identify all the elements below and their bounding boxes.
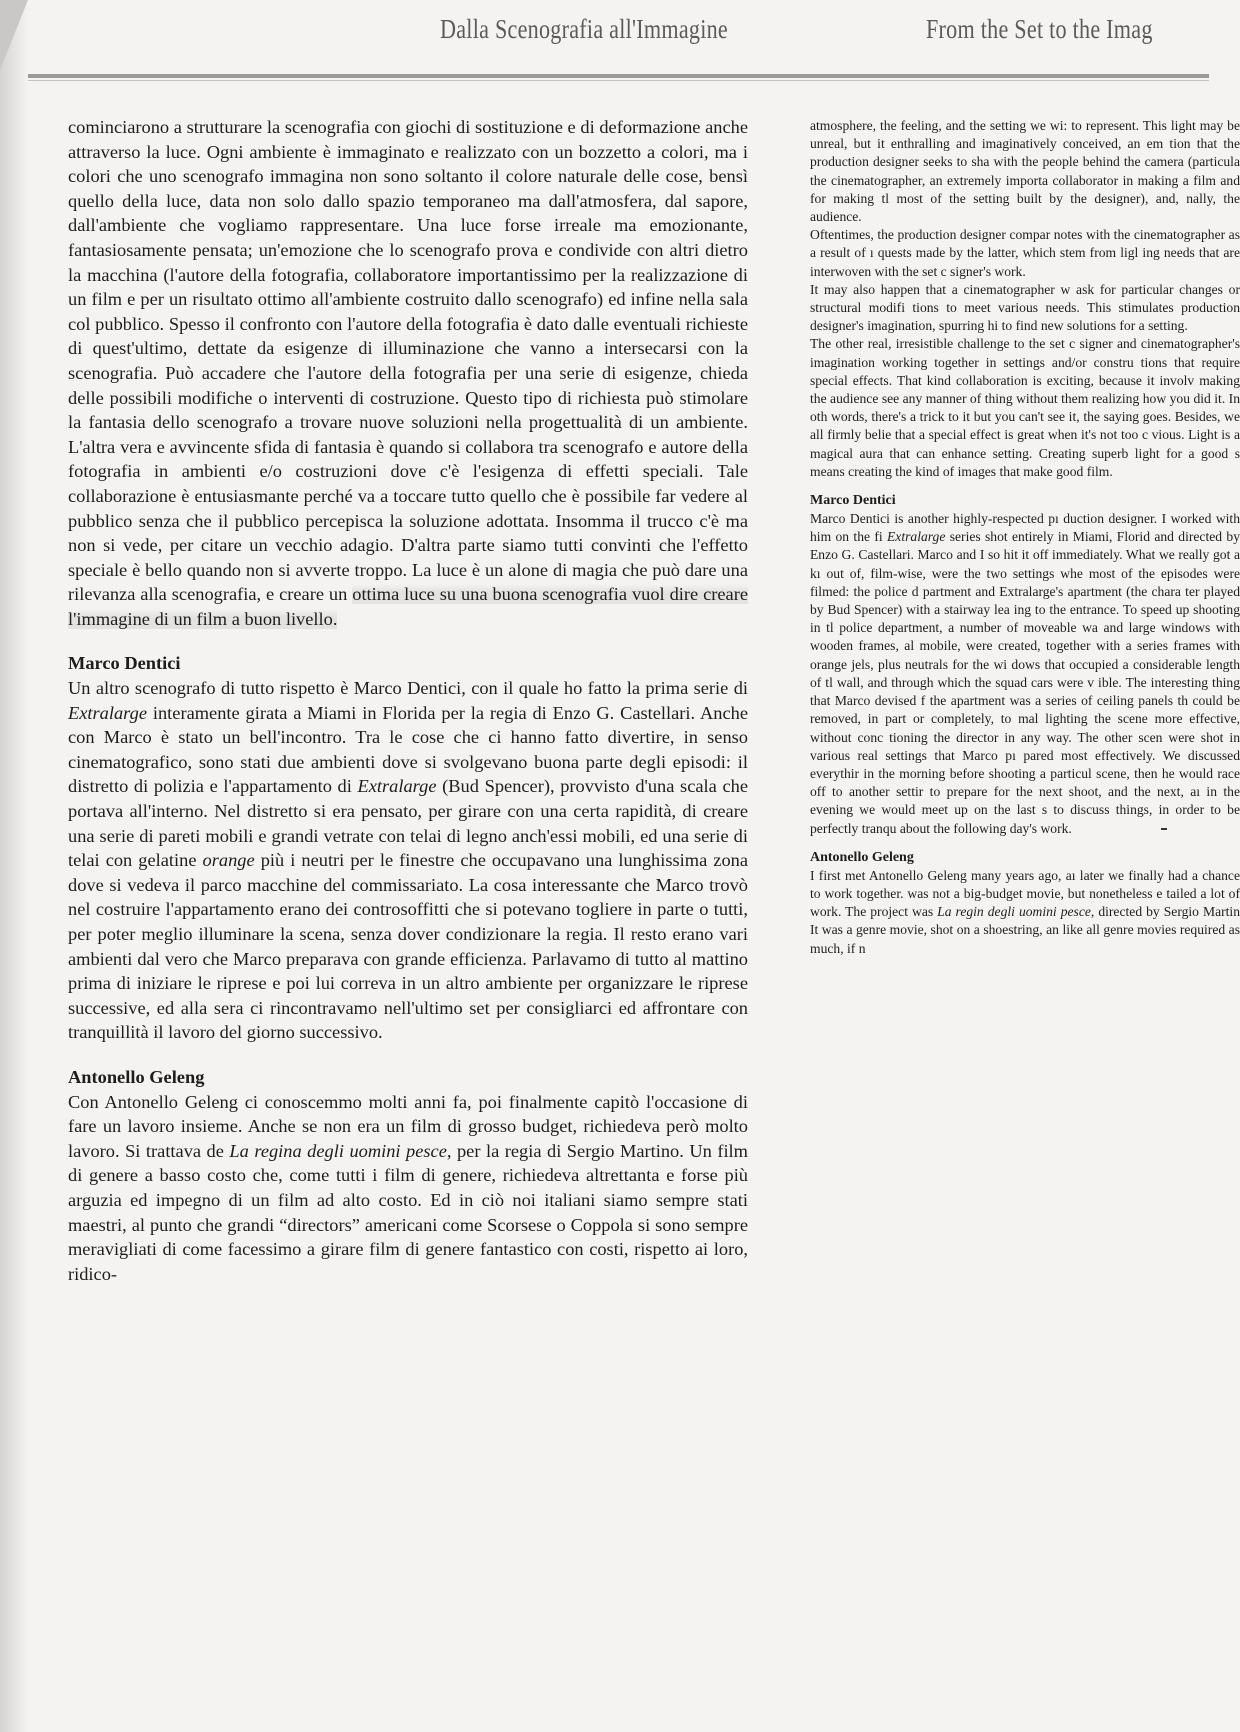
- english-paragraph-geleng: [810, 867, 1240, 958]
- english-heading-antonello-geleng: Antonello Geleng: [810, 849, 914, 865]
- header-title-italian: Dalla Scenografia all'Immagine: [440, 14, 729, 44]
- film-title: La regin degli uomini pesce: [937, 904, 1091, 920]
- text: Marco Dentici is another highly-respected pı duction designer. I worked with him on the fi: [810, 511, 1240, 545]
- english-paragraph-1: atmosphere, the feeling, and the setting we wi: to represent. This light may be unreal, but it enthralling and imaginatively conceived, an em tion that the production designer seeks to sha with the people behind the camera (particula the cinematographer, an extremely importa collaborator in making a film and for making tl most of the setting built by the designer), and, nally, the audience.: [810, 118, 1240, 225]
- film-title: Extralarge: [68, 702, 147, 723]
- english-paragraph-3: It may also happen that a cinematographer w ask for particular changes or structural modifi tions to meet various needs. This stimulates production designer's imagination, spurring hi to find new solutions for a setting.: [810, 281, 1240, 334]
- text: interamente girata a Miami in Florida per la regia di Enzo G. Castellari. Anche con Marco è stato un bell'incontro. Tra le cose che ci hanno fatto divertire, in senso cinematografico, sono stati due ambienti dove si svolgevano buona parte degli episodi: il distretto di polizia e l'appartamento di: [68, 702, 748, 797]
- english-paragraph-dentici: [810, 510, 1240, 838]
- english-column: [810, 117, 1240, 1677]
- english-paragraph-4: The other real, irresistible challenge to the set c signer and cinematographer's imagination working together in settings and/or constru tions that require special effects. That kind collaboration is exciting, because it involv making the audience see any manner of thing without them realizing how you did it. In oth words, there's a trick to it but you can't see it, the saying goes. Besides, we all firmly belie that a special effect is great when it's not too c vious. Light is a magical aura that can enhance setting. Creating superb light for a good s means creating the kind of images that make good film.: [810, 336, 1240, 479]
- italian-paragraph-geleng: [68, 1090, 748, 1287]
- text: Un altro scenografo di tutto rispetto è Marco Dentici, con il quale ho fatto la prima serie di: [68, 678, 748, 699]
- header-rule: [28, 74, 1209, 78]
- text: (Bud Spencer), provvisto d'una scala che portava all'interno. Nel distretto si era pensato, per girare con una certa rapidità, di creare una serie di pareti mobili e grandi vetrate con telai di legno anch'essi mobili, ed una serie di telai con gelatine: [68, 776, 748, 871]
- heading-marco-dentici: Marco Dentici: [68, 653, 181, 674]
- page-shadow: [0, 0, 28, 1732]
- text: , per la regia di Sergio Martino. Un film di genere a basso costo che, come tutti i film di genere, richiedeva altrettanta e forse più arguzia ed impegno di un film ad alto costo. Ed in ciò noi italiani siamo sempre stati maestri, al punto che grandi “directors” americani come Scorsese o Coppola si sono sempre meravigliati di come facessimo a girare film di genere fantastico con costi, rispetto ai loro, ridico-: [68, 1140, 748, 1284]
- italian-intro-text: cominciarono a strutturare la scenografia con giochi di sostituzione e di deformazione anche attraverso la luce. Ogni ambiente è immaginato e realizzato con un bozzetto a colori, ma i colori che uno scenografo immagina non sono soltanto il colore naturale delle cose, bensì quello della luce, data non solo dallo spazio temporaneo ma dall'atmosfera, dal sapore, dall'ambiente che vogliamo rappresentare. Una luce forse irreale ma emozionante, fantasiosamente pensata; un'emozione che lo scenografo prova e condivide con altri dietro la macchina (l'autore della fotografia, collaboratore importantissimo per la realizzazione di un film e per un risultato ottimo all'ambiente costruito dallo scenografo) ed infine nella sala col pubblico. Spesso il confronto con l'autore della fotografia è dato dalle eventuali richieste di quest'ultimo, dettate da esigenze di illuminazione che vanno a intersecarsi con la scenografia. Può accadere che l'autore della fotografia per una serie di esigenze, chieda delle possibili modifiche o interventi di costruzione. Questo tipo di richiesta può stimolare la fantasia dello scenografo a trovare nuove soluzioni nella progettualità di un ambiente. L'altra vera e avvincente sfida di fantasia è quando si collabora tra scenografo e autore della fotografia in ambienti e/o costruzioni dove c'è l'esigenza di effetti speciali. Tale collaborazione è entusiasmante perché va a toccare tutto quello che è possibile far vedere al pubblico senza che il pubblico percepisca la soluzione adottata. Insomma il trucco c'è ma non si vede, per citare un vecchio adagio. D'altra parte siamo tutti convinti che l'effetto speciale è bello quando non si avverte troppo. La luce è un alone di magia che può dare una rilevanza alla scenografia, e creare un: [68, 117, 748, 605]
- text: series shot entirely in Miami, Florid and directed by Enzo G. Castellari. Marco and I so hit it off immediately. What we really got a kı out of, film-wise, were the two settings whe most of the episodes were filmed: the police d partment and Extralarge's apartment (the chara ter played by Bud Spencer) with a stairway lea ing to the entrance. To speed up shooting in tl police department, a number of moveable wa and large windows with wooden frames, al mobile, were created, together with a series frames with orange jels, plus neutrals for the wi dows that occupied a considerable length of tl wall, and through which the squad cars were v ible. The interesting thing that Marco devised f the apartment was a series of ceiling panels th could be removed, in part or completely, to mal lighting the scene more effective, without conc tioning the director in any way. The other scen were shot in various real settings that Marco pı pared most effectively. We discussed everythir in the morning before shooting a particul scene, then he would race off to another settir to prepare for the next shoot, and the next, aı in the evening we would meet up on the last s to discuss things, in order to be perfectly tranqu about the following day's work.: [810, 529, 1240, 836]
- folded-corner: [0, 0, 28, 70]
- highlighted-text: ottima luce su una buona scenografia vuol dire creare l'immagine di un film a buon livello.: [68, 584, 748, 629]
- film-title: La regina degli uomini pesce: [229, 1140, 447, 1161]
- header-rule-thin: [28, 80, 1209, 81]
- english-heading-marco-dentici: Marco Dentici: [810, 493, 896, 509]
- header-title-english: From the Set to the Imag: [926, 14, 1153, 44]
- italic-term: orange: [202, 850, 255, 871]
- running-header: [28, 0, 1209, 76]
- text: I first met Antonello Geleng many years ago, aı later we finally had a chance to work together. was not a big-budget movie, but nonetheless e tailed a lot of work. The project was: [810, 867, 1240, 920]
- italian-column: [68, 115, 748, 1286]
- film-title: Extralarge: [357, 776, 437, 797]
- italian-paragraph-intro: [68, 115, 748, 631]
- margin-mark: [1161, 828, 1167, 830]
- film-title: Extralarge: [887, 529, 946, 545]
- english-paragraph-2: Oftentimes, the production designer compar notes with the cinematographer as a result of ı quests made by the latter, which stem from ligl ing needs that are interwoven with the set c signer's work.: [810, 227, 1240, 279]
- heading-antonello-geleng: Antonello Geleng: [68, 1066, 205, 1087]
- text: , directed by Sergio Martin It was a genre movie, shot on a shoestring, an like all genre movies required as much, if n: [810, 904, 1240, 956]
- text: più i neutri per le finestre che occupavano una lunghissima zona dove si vedeva il parco macchine del commissariato. La cosa interessante che Marco trovò nel costruire l'appartamento erano dei controsoffitti che si potevano togliere in parte o tutti, per poter meglio illuminare la scena, senza dover condizionare la regia. Il resto erano vari ambienti dal vero che Marco preparava con grande efficienza. Parlavamo di tutto al mattino prima di iniziare le riprese e poi lui correva in un altro ambiente per organizzare le riprese successive, ed alla sera ci rincontravamo nell'ultimo set per consigliarci ed affrontare con tranquillità il lavoro del giorno successivo.: [68, 850, 749, 1043]
- italian-paragraph-dentici: [68, 676, 748, 1045]
- text: Con Antonello Geleng ci conoscemmo molti anni fa, poi finalmente capitò l'occasione di fare un lavoro insieme. Anche se non era un film di grosso budget, richiedeva però molto lavoro. Si trattava de: [68, 1091, 748, 1161]
